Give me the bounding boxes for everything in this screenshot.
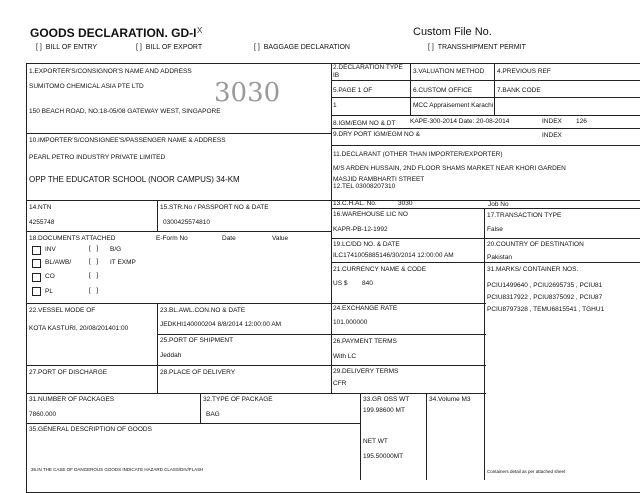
type-of-package-label: 32.TYPE OF PACKAGE — [203, 396, 273, 403]
bracket-icon[interactable]: [ ] — [89, 258, 99, 265]
checkbox-bracket: [ ] — [36, 44, 42, 51]
payment-terms-value: With LC — [333, 353, 357, 360]
place-of-delivery-label: 28.PLACE OF DELIVERY — [160, 369, 236, 376]
container-line3: PCIU8797328 , TEMU6815541 , TGHU1 — [487, 306, 605, 313]
warehouse-label: 16.WAREHOUSE LIC NO — [333, 211, 408, 218]
declaration-type-value: IB — [333, 72, 340, 79]
port-of-shipment-value: Jeddah — [160, 352, 182, 359]
custom-office-label: 6.CUSTOM OFFICE — [413, 87, 473, 94]
checkbox-pl[interactable] — [32, 287, 41, 296]
marks-label: 31.MARKS/ CONTAINER NOS. — [487, 266, 579, 273]
containers-note: Containers detail as per attached sheet — [487, 469, 566, 474]
number-of-packages-label: 31.NUMBER OF PACKAGES — [29, 396, 115, 403]
custom-office-value: MCC Appraisement Karachi — [413, 102, 494, 109]
lc-label: 19.LC/DD NO. & DATE — [333, 241, 400, 248]
page-title: GOODS DECLARATION. GD-I — [30, 26, 197, 40]
igm-value: KAPE-300-2014 Date: 20-08-2014 — [410, 118, 510, 125]
doc-pl-label: PL — [45, 288, 53, 295]
destination-value: Pakistan — [487, 254, 512, 261]
igm-index-value: 126 — [576, 118, 587, 125]
checkbox-blawb[interactable] — [32, 259, 41, 268]
exporter-label: 1.EXPORTER'S/CONSIGNOR'S NAME AND ADDRESS — [29, 68, 192, 75]
type-of-package-value: BAG — [206, 411, 220, 418]
warehouse-value: KAPR-PB-12-1992 — [333, 226, 388, 233]
gross-weight-value: 199.98600 MT — [363, 407, 405, 414]
igm-index-label: INDEX — [542, 118, 562, 125]
checkbox-bracket: [ ] — [136, 44, 142, 51]
currency-label: 21.CURRENCY NAME & CODE — [333, 266, 427, 273]
stamp-number: 3030 — [214, 78, 281, 108]
doc-blawb-label: BL/AWB/ — [45, 259, 72, 266]
importer-label: 10.IMPORTER'S/CONSIGNEE'S/PASSENGER NAME & ADDRESS — [29, 137, 226, 144]
ntn-value: 4255748 — [29, 219, 55, 226]
port-of-shipment-label: 25.PORT OF SHIPMENT — [160, 337, 234, 344]
number-of-packages-value: 7860.000 — [29, 411, 57, 418]
checkbox-bracket: [ ] — [254, 44, 260, 51]
ntn-label: 14.NTN — [29, 204, 52, 211]
exchange-rate-value: 101.000000 — [333, 319, 368, 326]
dry-port-label: 9.DRY PORT IGM/EGM NO & — [333, 131, 420, 138]
doc-bg-label: B/G — [110, 246, 122, 253]
importer-address: OPP THE EDUCATOR SCHOOL (NOOR CAMPUS) 34-KM — [29, 175, 240, 184]
bracket-icon[interactable]: [ ] — [89, 245, 99, 252]
option-label: BAGGAGE DECLARATION — [263, 44, 350, 51]
doc-inv-label: INV — [45, 246, 56, 253]
exchange-rate-label: 24.EXCHANGE RATE — [333, 305, 398, 312]
declarant-line1: M/S ARDEN HUSSAIN, 2ND FLOOR SHAMS MARKET NEAR KHORI GARDEN — [333, 165, 566, 172]
exporter-name: SUMITOMO CHEMICAL ASIA PTE LTD — [29, 83, 144, 90]
exporter-address: 150 BEACH ROAD, NO.18-05/08 GATEWAY WEST, SINGAPORE — [29, 108, 221, 115]
container-line1: PCIU1499640 , PCIU2695735 , PCIU81 — [487, 282, 603, 289]
vessel-label: 22.VESSEL MODE OF — [29, 307, 96, 314]
documents-attached-label: 18.DOCUMENTS ATTACHED — [29, 235, 116, 242]
str-value: 0300425574810 — [163, 219, 210, 226]
bracket-icon[interactable]: [ ] — [89, 272, 99, 279]
page-label: 5.PAGE 1 OF — [333, 87, 373, 94]
checkbox-co[interactable] — [32, 273, 41, 282]
vessel-value: KOTA KASTURI, 20/08/201401:00 — [29, 325, 129, 332]
page-value: 1 — [333, 102, 337, 109]
delivery-terms-value: CFR — [333, 380, 347, 387]
igm-label: 8.IGM/EGM NO & DT — [333, 120, 396, 127]
job-no-label: Job No — [488, 201, 509, 208]
chal-value: 3030 — [398, 200, 413, 207]
date-col: Date — [222, 235, 236, 242]
option-bill-of-entry[interactable] — [36, 44, 97, 51]
general-description-label: 35.GENERAL DESCRIPTION OF GOODS — [29, 426, 152, 433]
declarant-line2: MASJID RAMBHARTI STREET — [333, 176, 425, 183]
transaction-type-label: 17.TRANSACTION TYPE — [487, 212, 562, 219]
bl-value: JEDKHI140000204 8/8/2014 12:00:00 AM — [160, 321, 282, 328]
bl-label: 23.BL.AWL.CON.NO & DATE — [160, 307, 246, 314]
declarant-label: 11.DECLARANT (OTHER THAN IMPORTER/EXPORTER) — [333, 151, 503, 158]
payment-terms-label: 26.PAYMENT TERMS — [333, 338, 397, 345]
valuation-method-label: 3.VALUATION METHOD — [413, 68, 485, 75]
declaration-type-label: 2.DECLARATION TYPE — [333, 64, 403, 71]
checkbox-bracket: [ ] — [428, 44, 434, 51]
delivery-terms-label: 29.DELIVERY TERMS — [333, 368, 399, 375]
currency-value: US $ — [333, 280, 348, 287]
lc-value: ILC1741005885146/30/2014 12:00:00 AM — [333, 252, 454, 259]
option-label: BILL OF EXPORT — [145, 44, 203, 51]
option-label: BILL OF ENTRY — [45, 44, 98, 51]
x-mark: X — [197, 26, 203, 35]
doc-co-label: CO — [45, 273, 55, 280]
transaction-type-value: False — [487, 226, 503, 233]
volume-label: 34.Volume M3 — [429, 396, 471, 403]
bank-code-label: 7.BANK CODE — [497, 87, 541, 94]
value-col: Value — [272, 235, 289, 242]
option-transshipment-permit[interactable] — [428, 44, 526, 51]
eform-col: E-Form No — [156, 235, 188, 242]
port-of-discharge-label: 27.PORT OF DISCHARGE — [29, 369, 108, 376]
str-label: 15.STR.No / PASSPORT NO & DATE — [160, 204, 269, 211]
doc-itexmp-label: IT EXMP — [110, 259, 136, 266]
option-label: TRANSSHIPMENT PERMIT — [437, 44, 526, 51]
option-baggage-declaration[interactable] — [254, 44, 350, 51]
option-bill-of-export[interactable] — [136, 44, 202, 51]
currency-code: 840 — [362, 280, 373, 287]
checkbox-inv[interactable] — [32, 246, 41, 255]
net-weight-value: 195.50000MT — [363, 453, 404, 460]
dry-port-index-label: INDEX — [542, 132, 562, 139]
custom-file-label: Custom File No. — [413, 26, 492, 38]
importer-name: PEARL PETRO INDUSTRY PRIVATE LIMITED — [29, 154, 166, 161]
dangerous-goods-label: 36.IN THE CASE OF DANGEROUS GOODS INDICATE HAZARD CLASS/DIV/FLASH — [31, 467, 204, 472]
declarant-tel: 12.TEL 03008207310 — [333, 183, 396, 190]
chal-label: 13.C.H.AL. No. — [333, 200, 377, 207]
gross-weight-label: 33.GR OSS WT — [363, 396, 410, 403]
bracket-icon[interactable]: [ ] — [89, 287, 99, 294]
destination-label: 20.COUNTRY OF DESTINATION — [487, 241, 584, 248]
container-line2: PCIU8317922 , PCIU8375092 , PCIU87 — [487, 294, 603, 301]
net-weight-label: NET WT — [363, 438, 388, 445]
previous-ref-label: 4.PREVIOUS REF — [497, 68, 551, 75]
